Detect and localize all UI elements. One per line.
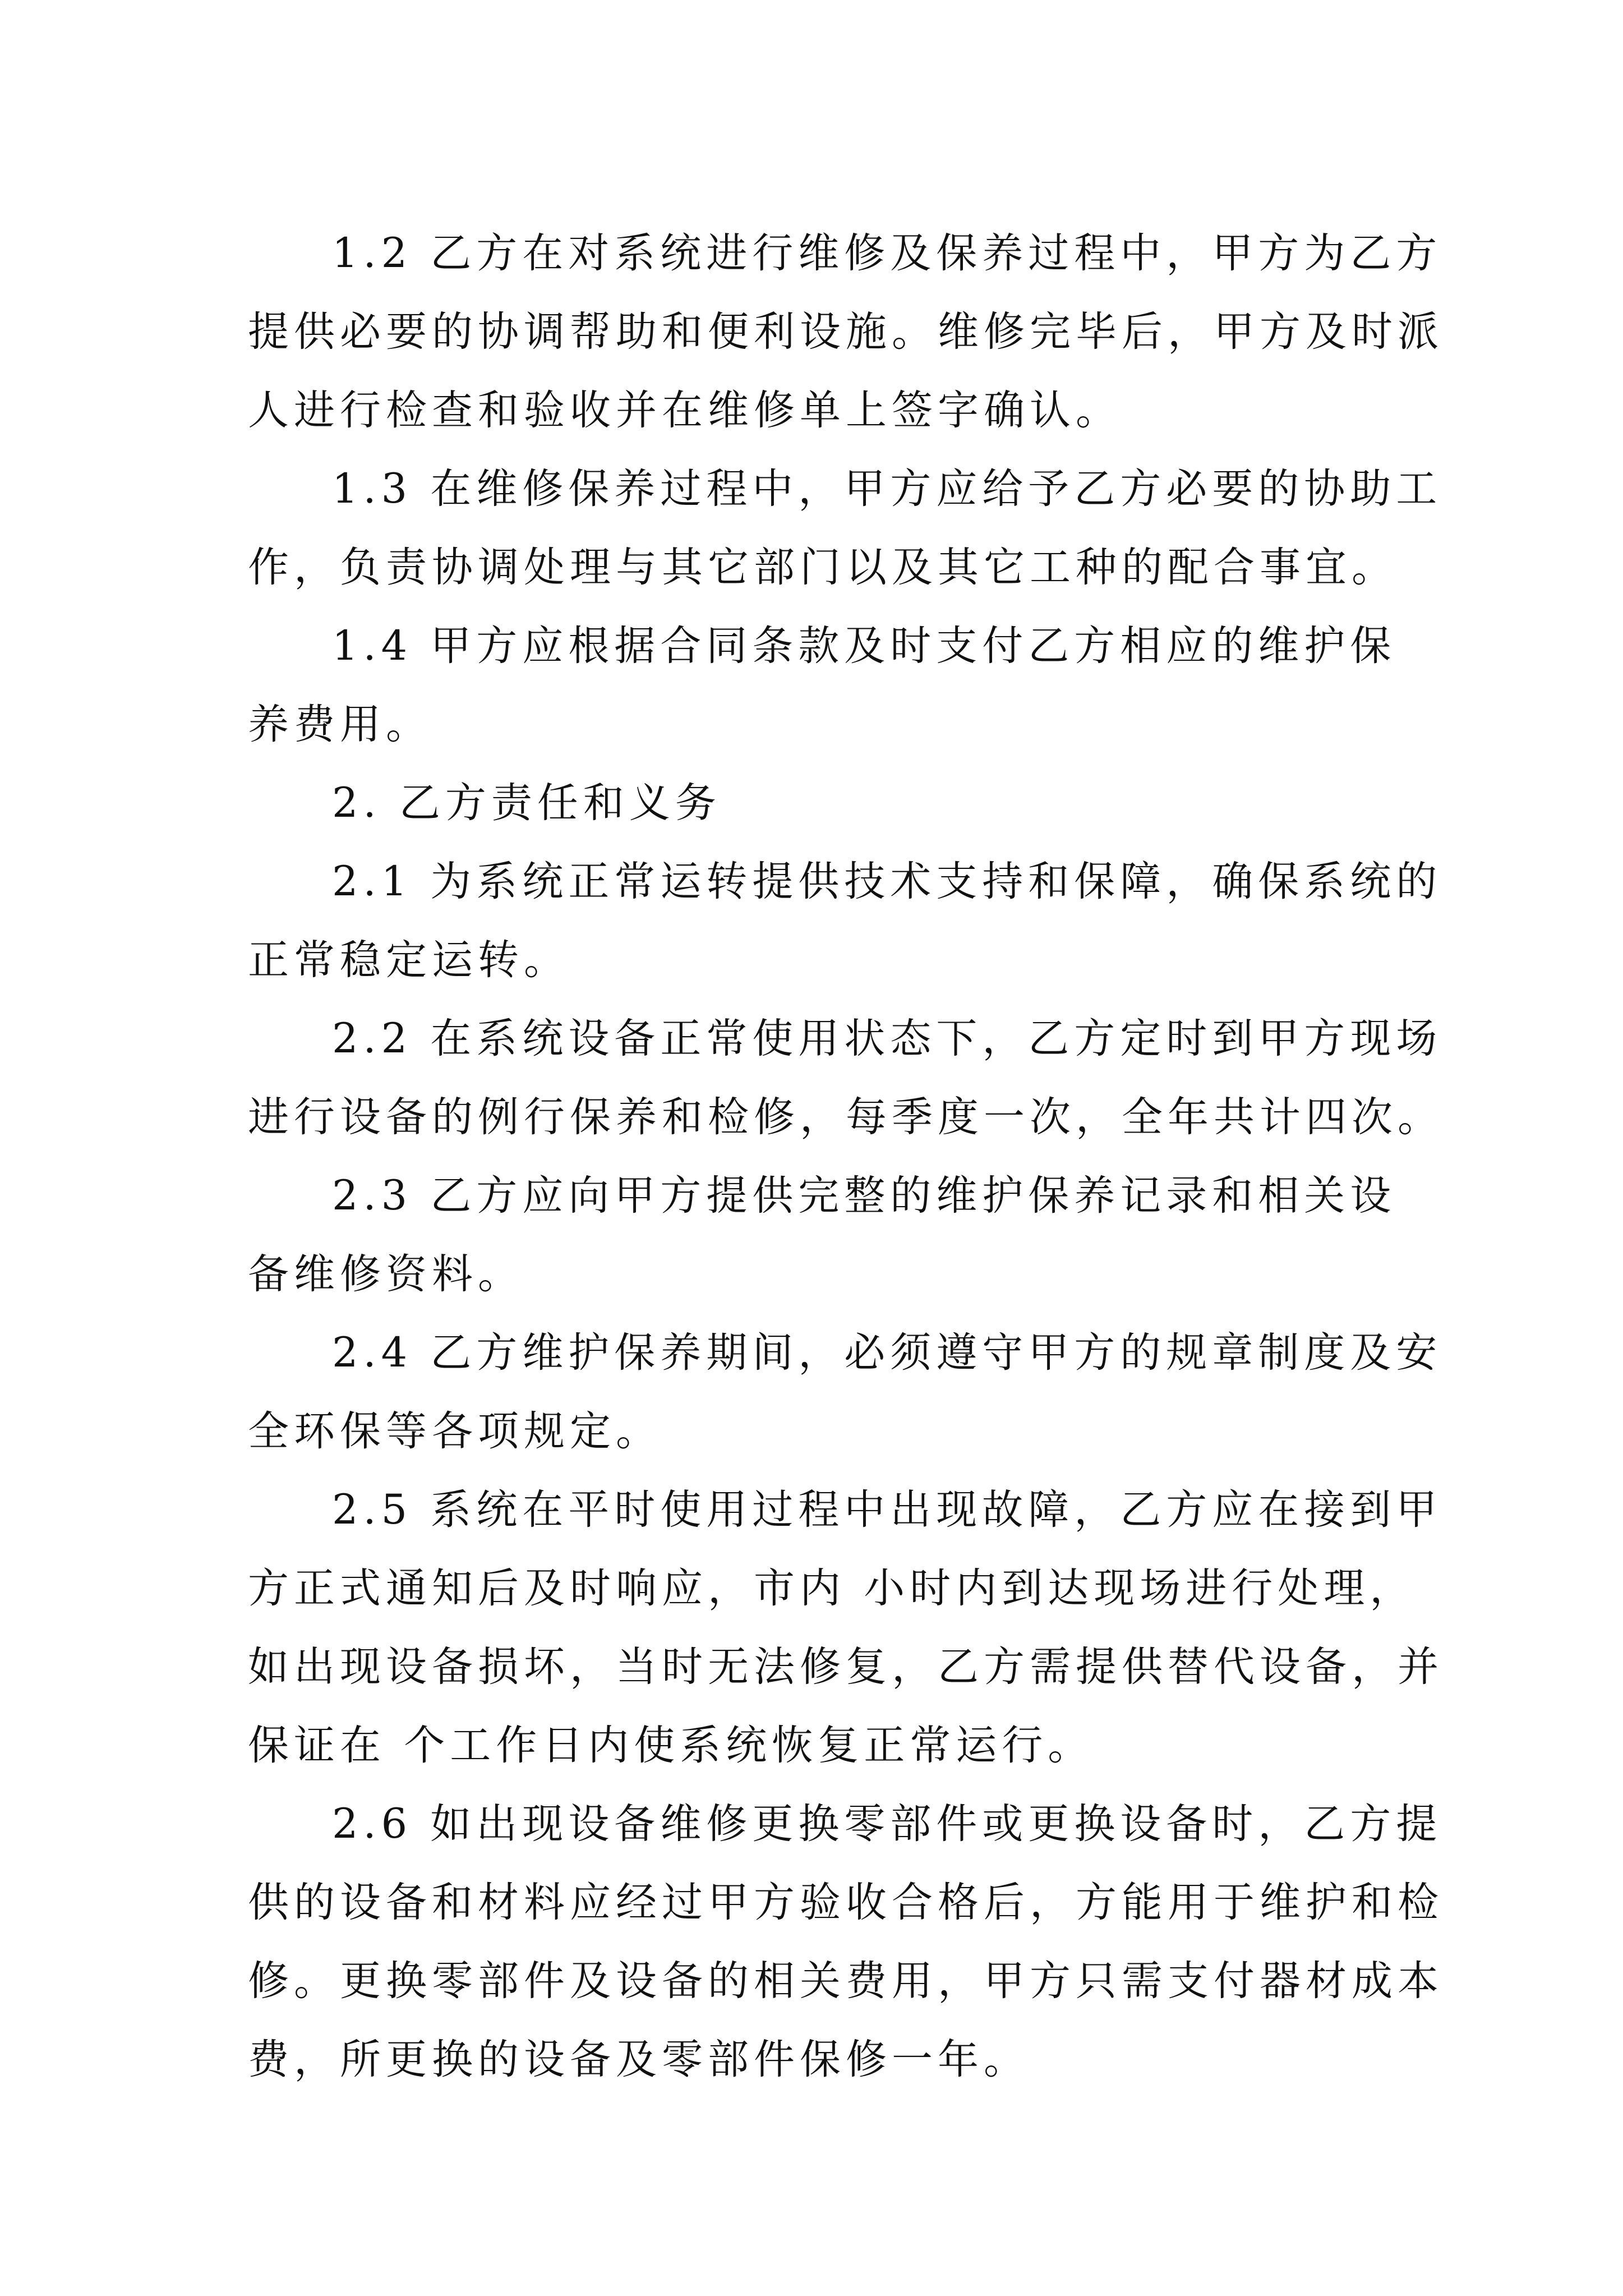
section-heading: 2. 乙方责任和义务 — [332, 779, 721, 827]
text-line: 人进行检查和验收并在维修单上签字确认。 — [248, 386, 1122, 434]
text-line: 正常稳定运转。 — [248, 936, 570, 984]
text-line: 进行设备的例行保养和检修，每季度一次，全年共计四次。 — [248, 1093, 1444, 1141]
text-line: 保证在 个工作日内使系统恢复正常运行。 — [248, 1722, 1094, 1769]
text-line: 2.3 乙方应向甲方提供完整的维护保养记录和相关设 — [332, 1172, 1396, 1220]
contract-text — [248, 214, 1444, 2099]
text-line: 养费用。 — [248, 701, 432, 748]
text-line: 作，负责协调处理与其它部门以及其它工种的配合事宜。 — [248, 544, 1398, 591]
text-line: 备维修资料。 — [248, 1250, 524, 1298]
text-line: 1.3 在维修保养过程中，甲方应给予乙方必要的协助工 — [332, 465, 1442, 513]
text-line: 如出现设备损坏，当时无法修复，乙方需提供替代设备，并 — [248, 1643, 1444, 1691]
text-line: 1.4 甲方应根据合同条款及时支付乙方相应的维护保 — [332, 622, 1396, 670]
text-line: 2.5 系统在平时使用过程中出现故障，乙方应在接到甲 — [332, 1486, 1442, 1534]
text-line: 2.2 在系统设备正常使用状态下，乙方定时到甲方现场 — [332, 1015, 1442, 1062]
text-line: 2.4 乙方维护保养期间，必须遵守甲方的规章制度及安 — [332, 1329, 1442, 1377]
text-line: 供的设备和材料应经过甲方验收合格后，方能用于维护和检 — [248, 1879, 1444, 1926]
text-line: 费，所更换的设备及零部件保修一年。 — [248, 2036, 1030, 2083]
text-line: 修。更换零部件及设备的相关费用，甲方只需支付器材成本 — [248, 1957, 1444, 2005]
text-line: 提供必要的协调帮助和便利设施。维修完毕后，甲方及时派 — [248, 308, 1444, 356]
text-line: 方正式通知后及时响应，市内 小时内到达现场进行处理， — [248, 1565, 1416, 1612]
text-line: 全环保等各项规定。 — [248, 1407, 662, 1455]
text-line: 2.6 如出现设备维修更换零部件或更换设备时，乙方提 — [332, 1800, 1442, 1848]
text-line: 1.2 乙方在对系统进行维修及保养过程中，甲方为乙方 — [332, 229, 1442, 277]
text-line: 2.1 为系统正常运转提供技术支持和保障，确保系统的 — [332, 858, 1442, 905]
